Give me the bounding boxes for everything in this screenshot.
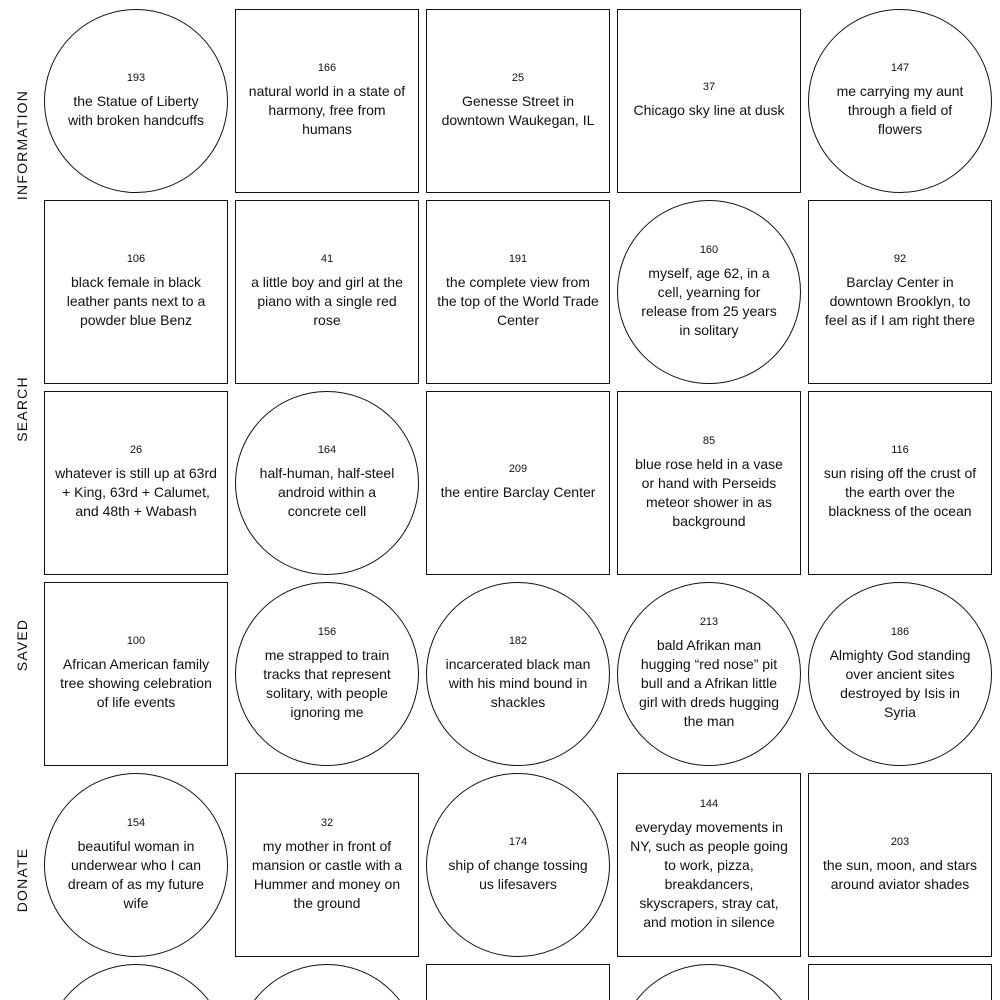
tile-description: bald Afrikan man hugging “red nose” pit bull and a Afrikan little girl with dreds hugging the man xyxy=(638,637,780,729)
tile-number: 85 xyxy=(702,434,716,447)
tile-number: 106 xyxy=(126,253,146,265)
tile-number: 144 xyxy=(699,797,719,810)
tile-number: 147 xyxy=(890,62,910,74)
request-tile-grid xyxy=(44,9,992,1000)
request-tile-square[interactable] xyxy=(235,200,419,384)
request-tile-square[interactable] xyxy=(808,391,992,575)
request-tile-square[interactable] xyxy=(426,391,610,575)
request-tile-circle[interactable] xyxy=(808,9,992,193)
request-tile-square[interactable] xyxy=(44,200,228,384)
tile-description: the Statue of Liberty with broken handcuffs xyxy=(68,92,204,128)
tile-number: 41 xyxy=(320,253,334,265)
nav-saved-link[interactable]: SAVED xyxy=(14,618,30,672)
request-tile-square[interactable] xyxy=(44,582,228,766)
tile-number: 203 xyxy=(890,835,910,848)
tile-description: beautiful woman in underwear who I can dream of as my future wife xyxy=(67,837,205,911)
request-tile-circle[interactable] xyxy=(235,582,419,766)
tile-number: 191 xyxy=(508,253,528,265)
tile-description: me carrying my aunt through a field of flowers xyxy=(836,83,964,137)
tile-description: myself, age 62, in a cell, yearning for release from 25 years in solitary xyxy=(641,264,777,338)
tile-number: 156 xyxy=(317,625,337,638)
request-tile-circle[interactable] xyxy=(235,391,419,575)
tile-description: everyday movements in NY, such as people going to work, pizza, breakdancers, skyscrapers, stray cat, and motion in silence xyxy=(630,818,788,930)
nav-information-link[interactable]: INFORMATION xyxy=(14,89,30,201)
request-tile-circle[interactable] xyxy=(617,582,801,766)
tile-number: 174 xyxy=(508,835,528,848)
tile-description: black female in black leather pants next to a powder blue Benz xyxy=(66,274,206,328)
tile-description: blue rose held in a vase or hand with Perseids meteor shower in as background xyxy=(635,455,783,529)
nav-donate-link[interactable]: DONATE xyxy=(14,847,30,913)
tile-description: half-human, half-steel android within a concrete cell xyxy=(259,465,395,519)
request-tile-circle[interactable] xyxy=(44,964,228,1000)
request-tile-circle[interactable] xyxy=(617,200,801,384)
tile-number: 193 xyxy=(126,71,146,84)
tile-description: Genesse Street in downtown Waukegan, IL xyxy=(441,92,595,128)
request-tile-square[interactable] xyxy=(235,9,419,193)
request-tile-square[interactable] xyxy=(426,964,610,1000)
tile-description: the entire Barclay Center xyxy=(440,484,596,500)
request-tile-circle[interactable] xyxy=(426,582,610,766)
request-tile-square[interactable] xyxy=(426,200,610,384)
request-tile-circle[interactable] xyxy=(44,9,228,193)
request-tile-square[interactable] xyxy=(808,964,992,1000)
tile-number: 32 xyxy=(320,816,334,829)
tile-description: my mother in front of mansion or castle with a Hummer and money on the ground xyxy=(251,837,403,911)
request-tile-square[interactable] xyxy=(808,200,992,384)
tile-description: African American family tree showing celebration of life events xyxy=(60,656,212,710)
tile-number: 116 xyxy=(891,444,909,456)
tile-number: 25 xyxy=(511,71,525,84)
tile-description: whatever is still up at 63rd + King, 63rd + Calumet, and 48th + Wabash xyxy=(55,465,217,519)
tile-number: 166 xyxy=(317,62,337,74)
tile-number: 37 xyxy=(702,81,716,93)
tile-number: 92 xyxy=(893,253,907,265)
tile-number: 160 xyxy=(699,243,719,256)
tile-number: 186 xyxy=(890,625,910,638)
request-tile-square[interactable] xyxy=(617,9,801,193)
nav-search-link[interactable]: SEARCH xyxy=(14,376,30,442)
tile-number: 100 xyxy=(126,635,146,647)
tile-description: sun rising off the crust of the earth over the blackness of the ocean xyxy=(823,465,977,519)
request-tile-circle[interactable] xyxy=(44,773,228,957)
request-tile-square[interactable] xyxy=(426,9,610,193)
request-tile-circle[interactable] xyxy=(426,773,610,957)
tile-description: the sun, moon, and stars around aviator shades xyxy=(822,856,978,892)
tile-description: incarcerated black man with his mind bound in shackles xyxy=(445,656,591,710)
request-tile-square[interactable] xyxy=(44,391,228,575)
request-tile-circle[interactable] xyxy=(808,582,992,766)
tile-number: 209 xyxy=(508,463,528,475)
request-tile-square[interactable] xyxy=(617,773,801,957)
request-tile-square[interactable] xyxy=(235,773,419,957)
tile-description: Almighty God standing over ancient sites destroyed by Isis in Syria xyxy=(829,646,971,720)
tile-description: natural world in a state of harmony, free from humans xyxy=(248,83,406,137)
tile-description: the complete view from the top of the World Trade Center xyxy=(437,274,599,328)
tile-number: 154 xyxy=(126,816,146,829)
tile-number: 164 xyxy=(317,444,337,456)
tile-number: 213 xyxy=(699,616,719,628)
tile-number: 182 xyxy=(508,635,528,647)
side-navigation xyxy=(0,0,44,1000)
tile-description: Chicago sky line at dusk xyxy=(633,102,785,118)
request-tile-circle[interactable] xyxy=(617,964,801,1000)
request-tile-square[interactable] xyxy=(808,773,992,957)
tile-description: ship of change tossing us lifesavers xyxy=(448,856,588,892)
request-tile-circle[interactable] xyxy=(235,964,419,1000)
tile-description: me strapped to train tracks that represent solitary, with people ignoring me xyxy=(263,646,391,720)
request-tile-square[interactable] xyxy=(617,391,801,575)
tile-number: 26 xyxy=(129,444,143,456)
tile-description: a little boy and girl at the piano with a single red rose xyxy=(251,274,403,328)
tile-description: Barclay Center in downtown Brooklyn, to feel as if I am right there xyxy=(824,274,976,328)
